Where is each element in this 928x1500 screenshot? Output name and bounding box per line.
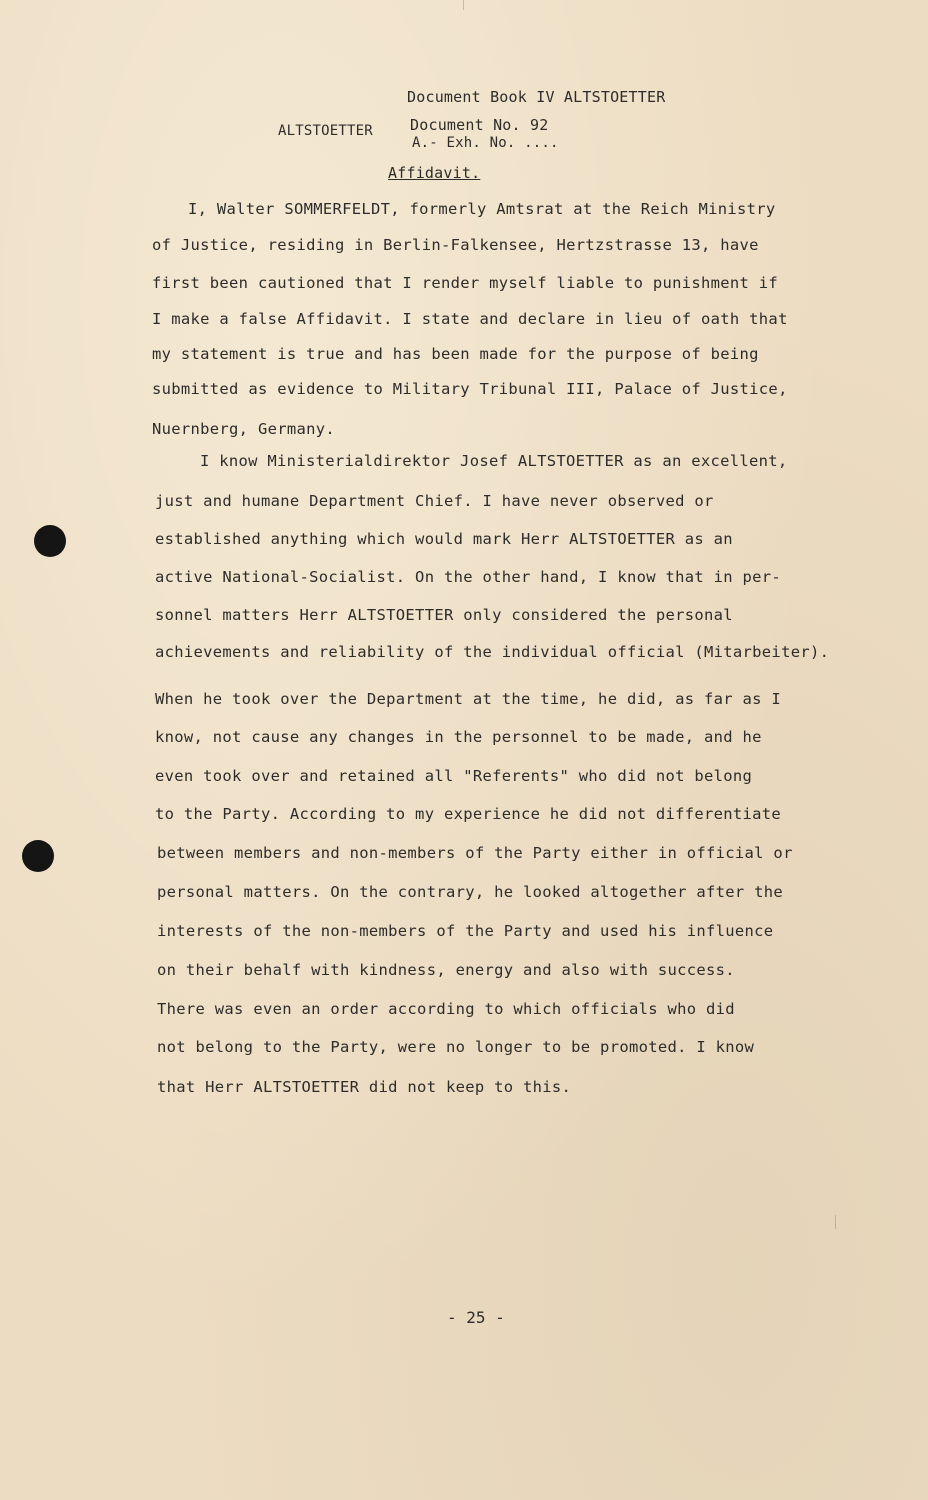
punch-hole [34,525,66,557]
text-line: I know Ministerialdirektor Josef ALTSTOETTER as an excellent, [200,452,788,470]
text-line: submitted as evidence to Military Tribunal III, Palace of Justice, [152,380,788,398]
text-line: There was even an order according to which officials who did [157,1000,735,1018]
text-line: even took over and retained all "Referents" who did not belong [155,767,753,785]
text-line: Nuernberg, Germany. [152,420,336,438]
text-line: personal matters. On the contrary, he looked altogether after the [157,883,784,901]
text-line: active National-Socialist. On the other hand, I know that in per- [155,568,782,586]
text-line: that Herr ALTSTOETTER did not keep to this. [157,1078,572,1096]
text-line: know, not cause any changes in the personnel to be made, and he [155,728,762,746]
page-number: - 25 - [447,1308,505,1327]
text-line: I, Walter SOMMERFELDT, formerly Amtsrat at the Reich Ministry [188,200,776,218]
document-number: Document No. 92 [410,116,549,134]
text-line: achievements and reliability of the individual official (Mitarbeiter). [155,643,830,661]
defendant-prefix: ALTSTOETTER [278,123,373,139]
text-line: interests of the non-members of the Party and used his influence [157,922,774,940]
text-line: between members and non-members of the Party either in official or [157,844,793,862]
exhibit-number: A.- Exh. No. .... [412,135,559,151]
text-line: to the Party. According to my experience he did not differentiate [155,805,782,823]
document-book-label: Document Book IV ALTSTOETTER [407,88,666,106]
paper-mark [463,0,464,10]
text-line: I make a false Affidavit. I state and declare in lieu of oath that [152,310,788,328]
text-line: When he took over the Department at the time, he did, as far as I [155,690,782,708]
text-line: my statement is true and has been made for the purpose of being [152,345,759,363]
text-line: of Justice, residing in Berlin-Falkensee, Hertzstrasse 13, have [152,236,759,254]
text-line: just and humane Department Chief. I have never observed or [155,492,714,510]
text-line: established anything which would mark Herr ALTSTOETTER as an [155,530,733,548]
document-title: Affidavit. [388,164,481,182]
text-line: on their behalf with kindness, energy and also with success. [157,961,735,979]
paper-mark [835,1215,836,1229]
text-line: first been cautioned that I render myself liable to punishment if [152,274,779,292]
text-line: sonnel matters Herr ALTSTOETTER only considered the personal [155,606,733,624]
punch-hole [22,840,54,872]
text-line: not belong to the Party, were no longer to be promoted. I know [157,1038,755,1056]
